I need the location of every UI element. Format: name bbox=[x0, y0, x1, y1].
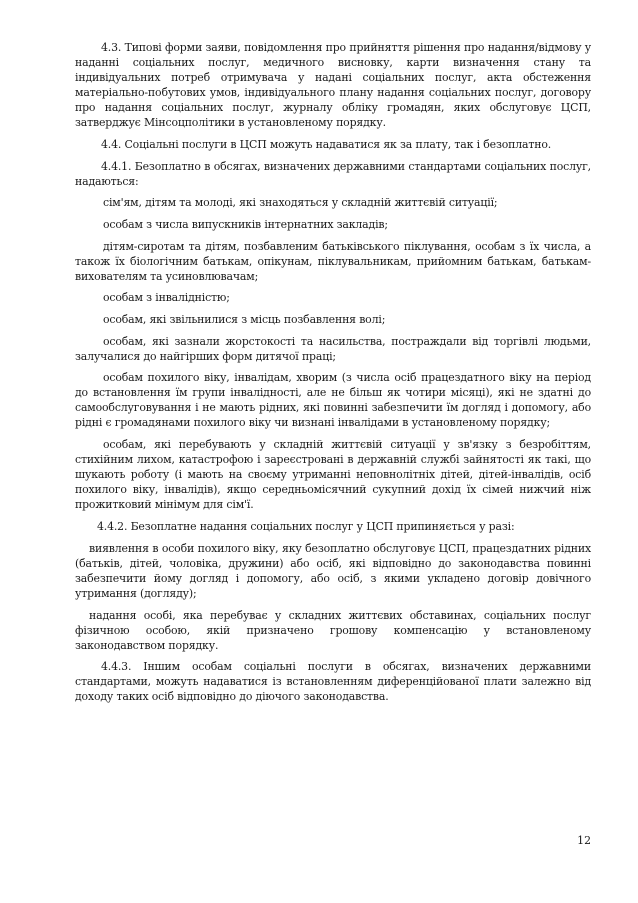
list-item: сім'ям, дітям та молоді, які знаходяться у складній життєвій ситуації; bbox=[103, 196, 498, 210]
list-item: надання особі, яка перебуває у складних життєвих обставинах, соціальних послуг фізичною особою, якій призначено грошову компенсацію у встановленому законодавством порядку. bbox=[75, 608, 591, 652]
paragraph-4-3: 4.3. Типові форми заяви, повідомлення про прийняття рішення про надання/відмову у наданні соціальних послуг, медичного висновку, карти визначення стану та індивідуальних потреб отримувача у надані соціальних послуг, акта обстеження матеріально-побутових умов, індивідуального плану надання соціальних послуг, договору про надання соціальних послуг, журналу обліку громадян, яких обслуговує ЦСП, затверджує Мінсоцполітики в установленому порядку. bbox=[75, 41, 591, 130]
list-item: особам похилого віку, інвалідам, хворим (з числа осіб працездатного віку на період до встановлення їм групи інвалідності, але не більш як чотири місяці), які не здатні до самообслуговування і не мають рідних, які повинні забезпечити їм догляд і допомогу, або рідні є громадянами похилого віку чи визнані інвалідами в установленому порядку; bbox=[75, 371, 591, 430]
list-item: особам, які перебувають у складній життєвій ситуації у зв'язку з безробіттям, стихійним лихом, катастрофою і зареєстровані в державній службі зайнятості як такі, що шукають роботу (і мають на своєму утриманні неповнолітніх дітей, дітей-інвалідів, осіб похилого віку, інвалідів), якщо середньомісячний сукупний дохід їх сімей нижчий ніж прожитковий мінімум для сім'ї. bbox=[75, 438, 591, 512]
page-number: 12 bbox=[577, 834, 591, 847]
list-item: особам, які зазнали жорстокості та насильства, постраждали від торгівлі людьми, залучалися до найгірших форм дитячої праці; bbox=[75, 334, 591, 363]
paragraph-4-4: 4.4. Соціальні послуги в ЦСП можуть надаватися як за плату, так і безоплатно. bbox=[101, 138, 552, 152]
paragraph-4-4-1: 4.4.1. Безоплатно в обсягах, визначених державними стандартами соціальних послуг, надаються: bbox=[75, 159, 591, 188]
list-item: особам з числа випускників інтернатних закладів; bbox=[103, 217, 388, 231]
paragraph-4-4-2: 4.4.2. Безоплатне надання соціальних послуг у ЦСП припиняється у разі: bbox=[97, 520, 515, 534]
list-item: особам з інвалідністю; bbox=[103, 291, 230, 305]
list-item: виявлення в особи похилого віку, яку безоплатно обслуговує ЦСП, працездатних рідних (батьків, дітей, чоловіка, дружини) або осіб, які відповідно до законодавства повинні забезпечити йому догляд і допомогу, або осіб, з якими укладено договір довічного утримання (догляду); bbox=[75, 541, 591, 600]
document-body bbox=[75, 40, 591, 705]
list-item: особам, які звільнилися з місць позбавлення волі; bbox=[103, 312, 386, 326]
list-item: дітям-сиротам та дітям, позбавленим батьківського піклування, особам з їх числа, а також їх біологічним батькам, опікунам, піклувальникам, прийомним батькам, батькам-вихователям та усиновлювачам; bbox=[75, 239, 591, 283]
paragraph-4-4-3: 4.4.3. Іншим особам соціальні послуги в обсягах, визначених державними стандартами, можуть надаватися із встановленням диференційованої плати залежно від доходу таких осіб відповідно до діючого законодавства. bbox=[75, 660, 591, 704]
